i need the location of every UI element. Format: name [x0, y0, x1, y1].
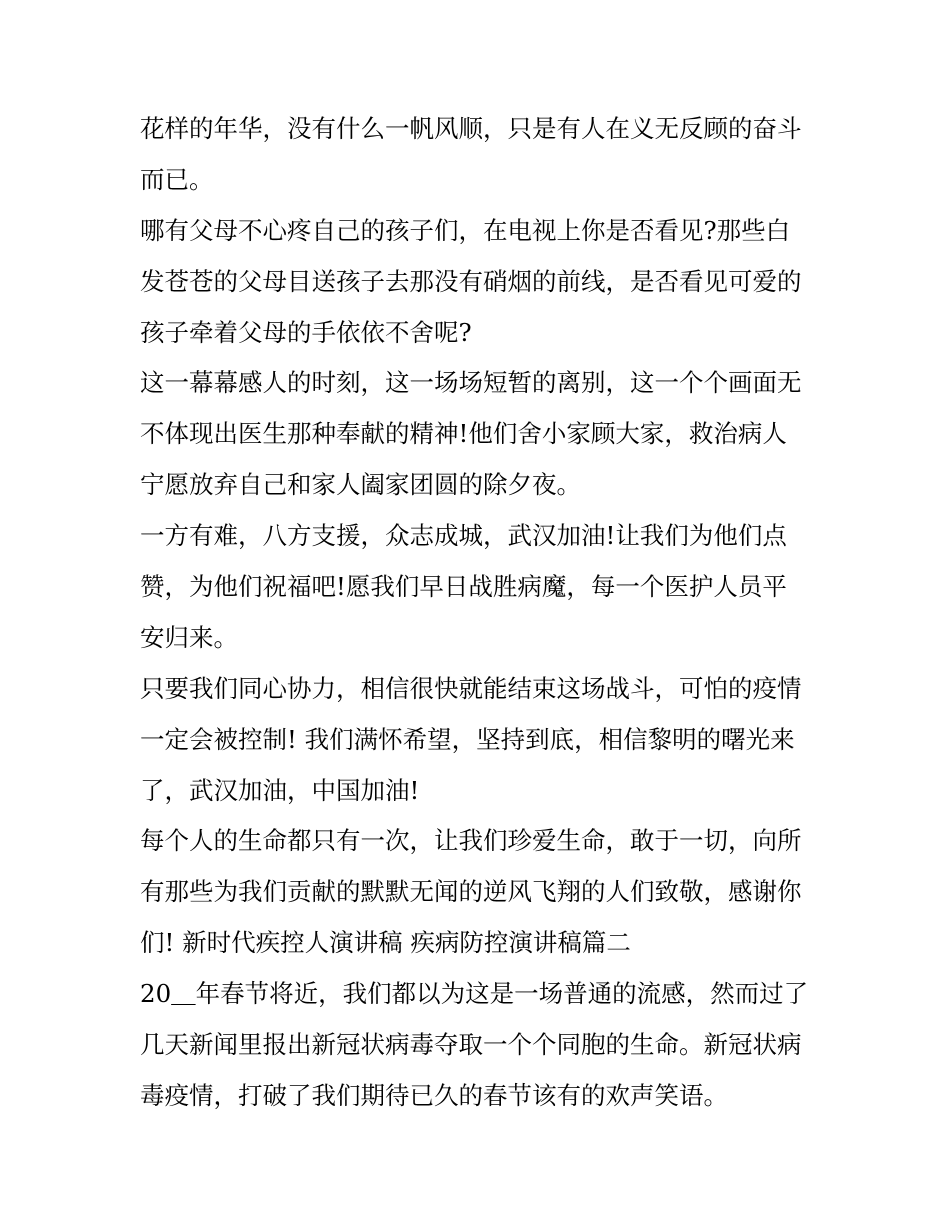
- text-line: 有那些为我们贡献的默默无闻的逆风飞翔的人们致敬，感谢你: [140, 877, 802, 907]
- text-line: 发苍苍的父母目送孩子去那没有硝烟的前线，是否看见可爱的: [140, 266, 802, 296]
- text-line: 只要我们同心协力，相信很快就能结束这场战斗，可怕的疫情: [140, 673, 802, 703]
- text-line: 不体现出医生那种奉献的精神!他们舍小家顾大家，救治病人: [140, 419, 787, 449]
- text-line: 宁愿放弃自己和家人阖家团圆的除夕夜。: [140, 470, 581, 500]
- text-line: 们! 新时代疾控人演讲稿 疾病防控演讲稿篇二: [140, 928, 631, 958]
- text-line: 赞，为他们祝福吧!愿我们早日战胜病魔，每一个医护人员平: [140, 572, 787, 602]
- text-line: 哪有父母不心疼自己的孩子们，在电视上你是否看见?那些白: [140, 215, 791, 245]
- text-line: 孩子牵着父母的手依依不舍呢?: [140, 317, 472, 347]
- text-line: 20＿年春节将近，我们都以为这是一场普通的流感，然而过了: [140, 979, 809, 1009]
- text-line: 每个人的生命都只有一次，让我们珍爱生命，敢于一切，向所: [140, 826, 802, 856]
- document-body: [140, 104, 820, 1122]
- text-line: 了，武汉加油，中国加油!: [140, 775, 420, 805]
- text-line: 花样的年华，没有什么一帆风顺，只是有人在义无反顾的奋斗: [140, 114, 802, 143]
- text-line: 毒疫情，打破了我们期待已久的春节该有的欢声笑语。: [140, 1080, 728, 1110]
- text-line: 一方有难，八方支援，众志成城，武汉加油!让我们为他们点: [140, 521, 787, 551]
- text-line: 而已。: [140, 164, 214, 194]
- text-line: 这一幕幕感人的时刻，这一场场短暂的离别，这一个个画面无: [140, 368, 802, 398]
- text-line: 一定会被控制! 我们满怀希望，坚持到底，相信黎明的曙光来: [140, 724, 795, 754]
- text-line: 几天新闻里报出新冠状病毒夺取一个个同胞的生命。新冠状病: [140, 1030, 802, 1060]
- text-line: 安归来。: [140, 622, 238, 652]
